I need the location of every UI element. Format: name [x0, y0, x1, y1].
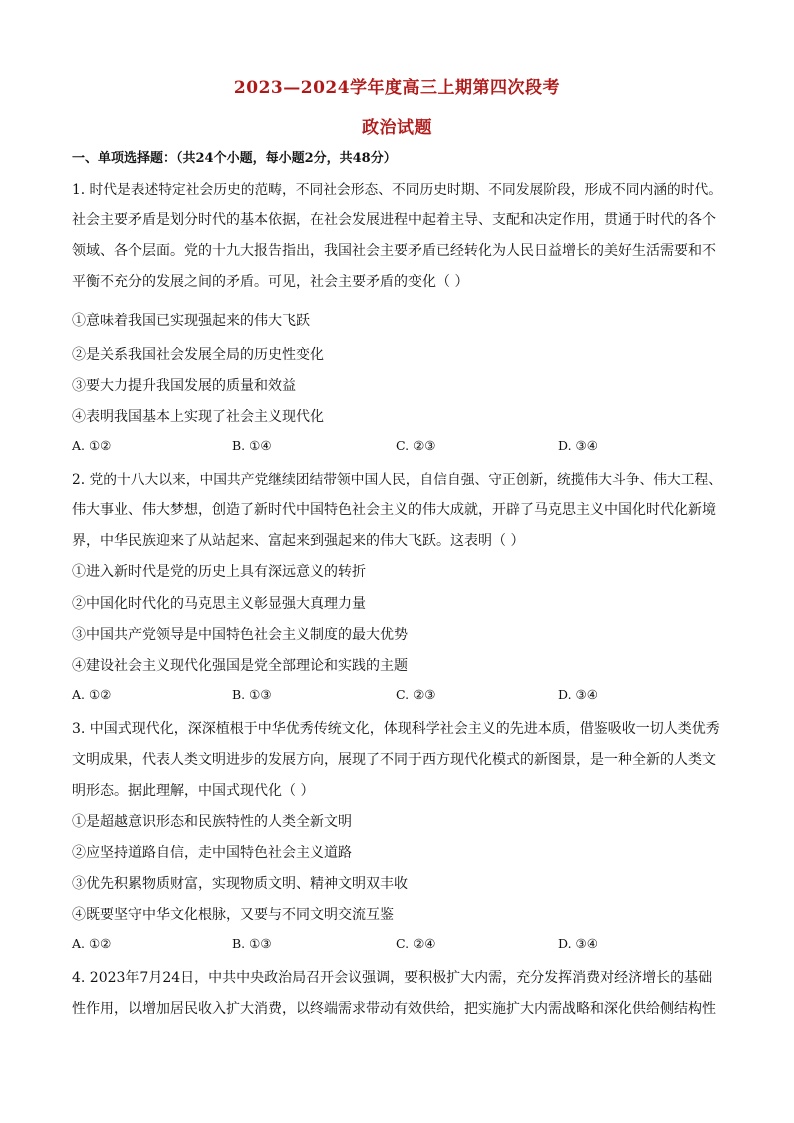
question-3-choice-c[interactable]: C. ②④ — [396, 936, 436, 951]
question-3-stem-line: 3. 中国式现代化，深深植根于中华优秀传统文化，体现科学社会主义的先进本质，借鉴吸收一切人类优秀 — [72, 721, 720, 737]
question-1-item: ④表明我国基本上实现了社会主义现代化 — [72, 409, 324, 425]
question-1-stem-line: 领域、各个层面。党的十九大报告指出，我国社会主要矛盾已经转化为人民日益增长的美好生活需要和不 — [72, 243, 716, 259]
question-1-stem-line: 平衡不充分的发展之间的矛盾。可见，社会主要矛盾的变化（ ） — [72, 274, 469, 290]
question-2-stem-line: 伟大事业、伟大梦想，创造了新时代中国特色社会主义的伟大成就，开辟了马克思主义中国化时代化新境 — [72, 502, 716, 518]
question-4-stem-line: 性作用，以增加居民收入扩大消费，以终端需求带动有效供给，把实施扩大内需战略和深化供给侧结构性 — [72, 1001, 716, 1017]
section-heading: 一、单项选择题：（共24个小题，每小题2分，共48分） — [72, 151, 397, 166]
question-3-item: ③优先积累物质财富，实现物质文明、精神文明双丰收 — [72, 876, 408, 892]
exam-title: 2023—2024学年度高三上期第四次段考 — [233, 78, 561, 98]
question-1-item: ①意味着我国已实现强起来的伟大飞跃 — [72, 313, 310, 329]
question-3-stem-line: 文明成果，代表人类文明进步的发展方向，展现了不同于西方现代化模式的新图景，是一种全新的人类文 — [72, 752, 716, 768]
question-2-choice-a[interactable]: A. ①② — [72, 687, 112, 702]
question-3-choice-a[interactable]: A. ①② — [72, 936, 112, 951]
question-1-choice-c[interactable]: C. ②③ — [396, 438, 436, 453]
question-2-choice-c[interactable]: C. ②③ — [396, 687, 436, 702]
question-1-item: ③要大力提升我国发展的质量和效益 — [72, 378, 296, 394]
question-3-stem-line: 明形态。据此理解，中国式现代化（ ） — [72, 783, 315, 799]
question-1-item: ②是关系我国社会发展全局的历史性变化 — [72, 347, 324, 363]
question-4-stem-line: 4. 2023年7月24日，中共中央政治局召开会议强调，要积极扩大内需，充分发挥消费对经济增长的基础 — [72, 970, 713, 986]
question-1-choice-b[interactable]: B. ①④ — [232, 438, 272, 453]
question-1-choice-a[interactable]: A. ①② — [72, 438, 112, 453]
exam-subject: 政治试题 — [362, 118, 432, 138]
question-3-item: ①是超越意识形态和民族特性的人类全新文明 — [72, 814, 352, 830]
question-3-choice-d[interactable]: D. ③④ — [558, 936, 598, 951]
question-2-stem-line: 2. 党的十八大以来，中国共产党继续团结带领中国人民，自信自强、守正创新，统揽伟大斗争、伟大工程、 — [72, 472, 722, 488]
question-2-item: ④建设社会主义现代化强国是党全部理论和实践的主题 — [72, 658, 408, 674]
question-3-item: ④既要坚守中华文化根脉，又要与不同文明交流互鉴 — [72, 907, 394, 923]
question-3-item: ②应坚持道路自信，走中国特色社会主义道路 — [72, 845, 352, 861]
question-2-item: ③中国共产党领导是中国特色社会主义制度的最大优势 — [72, 627, 408, 643]
question-2-stem-line: 界，中华民族迎来了从站起来、富起来到强起来的伟大飞跃。这表明（ ） — [72, 533, 525, 549]
question-1-choice-d[interactable]: D. ③④ — [558, 438, 598, 453]
question-3-choice-b[interactable]: B. ①③ — [232, 936, 272, 951]
question-2-item: ②中国化时代化的马克思主义彰显强大真理力量 — [72, 596, 366, 612]
question-1-stem-line: 社会主要矛盾是划分时代的基本依据，在社会发展进程中起着主导、支配和决定作用，贯通于时代的各个 — [72, 212, 716, 228]
question-2-choice-d[interactable]: D. ③④ — [558, 687, 598, 702]
question-2-choice-b[interactable]: B. ①③ — [232, 687, 272, 702]
question-2-item: ①进入新时代是党的历史上具有深远意义的转折 — [72, 564, 366, 580]
question-1-stem-line: 1. 时代是表述特定社会历史的范畴，不同社会形态、不同历史时期、不同发展阶段，形成不同内涵的时代。 — [72, 182, 722, 198]
